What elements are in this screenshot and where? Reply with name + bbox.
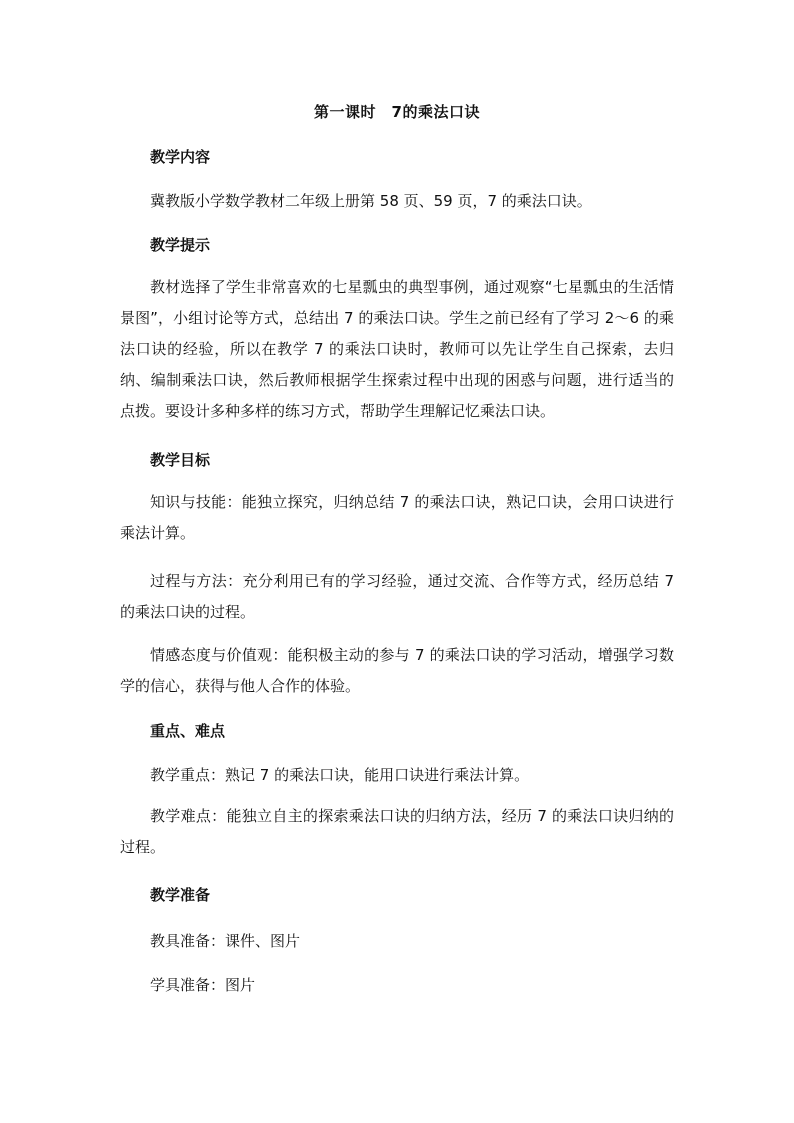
key-point-text: 教学重点：熟记 7 的乘法口诀，能用口诀进行乘法计算。 xyxy=(150,766,530,784)
heading-teaching-preparation: 教学准备 xyxy=(150,886,211,904)
goal-emotion-text: 情感态度与价值观：能积极主动的参与 7 的乘法口诀的学习活动，增强学习数学的信心，获得与他人合作的体验。 xyxy=(120,646,674,695)
heading-key-difficult: 重点、难点 xyxy=(150,722,226,740)
difficult-point-text: 教学难点：能独立自主的探索乘法口诀的归纳方法，经历 7 的乘法口诀归纳的过程。 xyxy=(120,807,674,856)
document-page xyxy=(120,0,674,1123)
teacher-preparation-text: 教具准备：课件、图片 xyxy=(150,932,301,950)
heading-teaching-goals: 教学目标 xyxy=(150,451,211,469)
goal-process-text: 过程与方法：充分利用已有的学习经验，通过交流、合作等方式，经历总结 7 的乘法口诀的过程。 xyxy=(120,572,674,621)
goal-knowledge-text: 知识与技能：能独立探究，归纳总结 7 的乘法口诀，熟记口诀，会用口诀进行乘法计算。 xyxy=(120,493,674,542)
document-title: 第一课时 7的乘法口诀 xyxy=(314,103,480,121)
student-preparation-text: 学具准备：图片 xyxy=(150,976,256,994)
heading-teaching-content: 教学内容 xyxy=(150,148,211,166)
teaching-content-text: 冀教版小学数学教材二年级上册第 58 页、59 页，7 的乘法口诀。 xyxy=(150,192,592,210)
heading-teaching-hints: 教学提示 xyxy=(150,236,211,254)
teaching-hints-text: 教材选择了学生非常喜欢的七星瓢虫的典型事例，通过观察“七星瓢虫的生活情景图”，小组讨论等方式，总结出 7 的乘法口诀。学生之前已经有了学习 2～6 的乘法口诀的经验，所以在教学 7 的乘法口诀时，教师可以先让学生自己探索，去归纳、编制乘法口诀，然后教师根据学生探索过程中出现的困惑与问题，进行适当的点拨。要设计多种多样的练习方式，帮助学生理解记忆乘法口诀。 xyxy=(120,278,674,420)
